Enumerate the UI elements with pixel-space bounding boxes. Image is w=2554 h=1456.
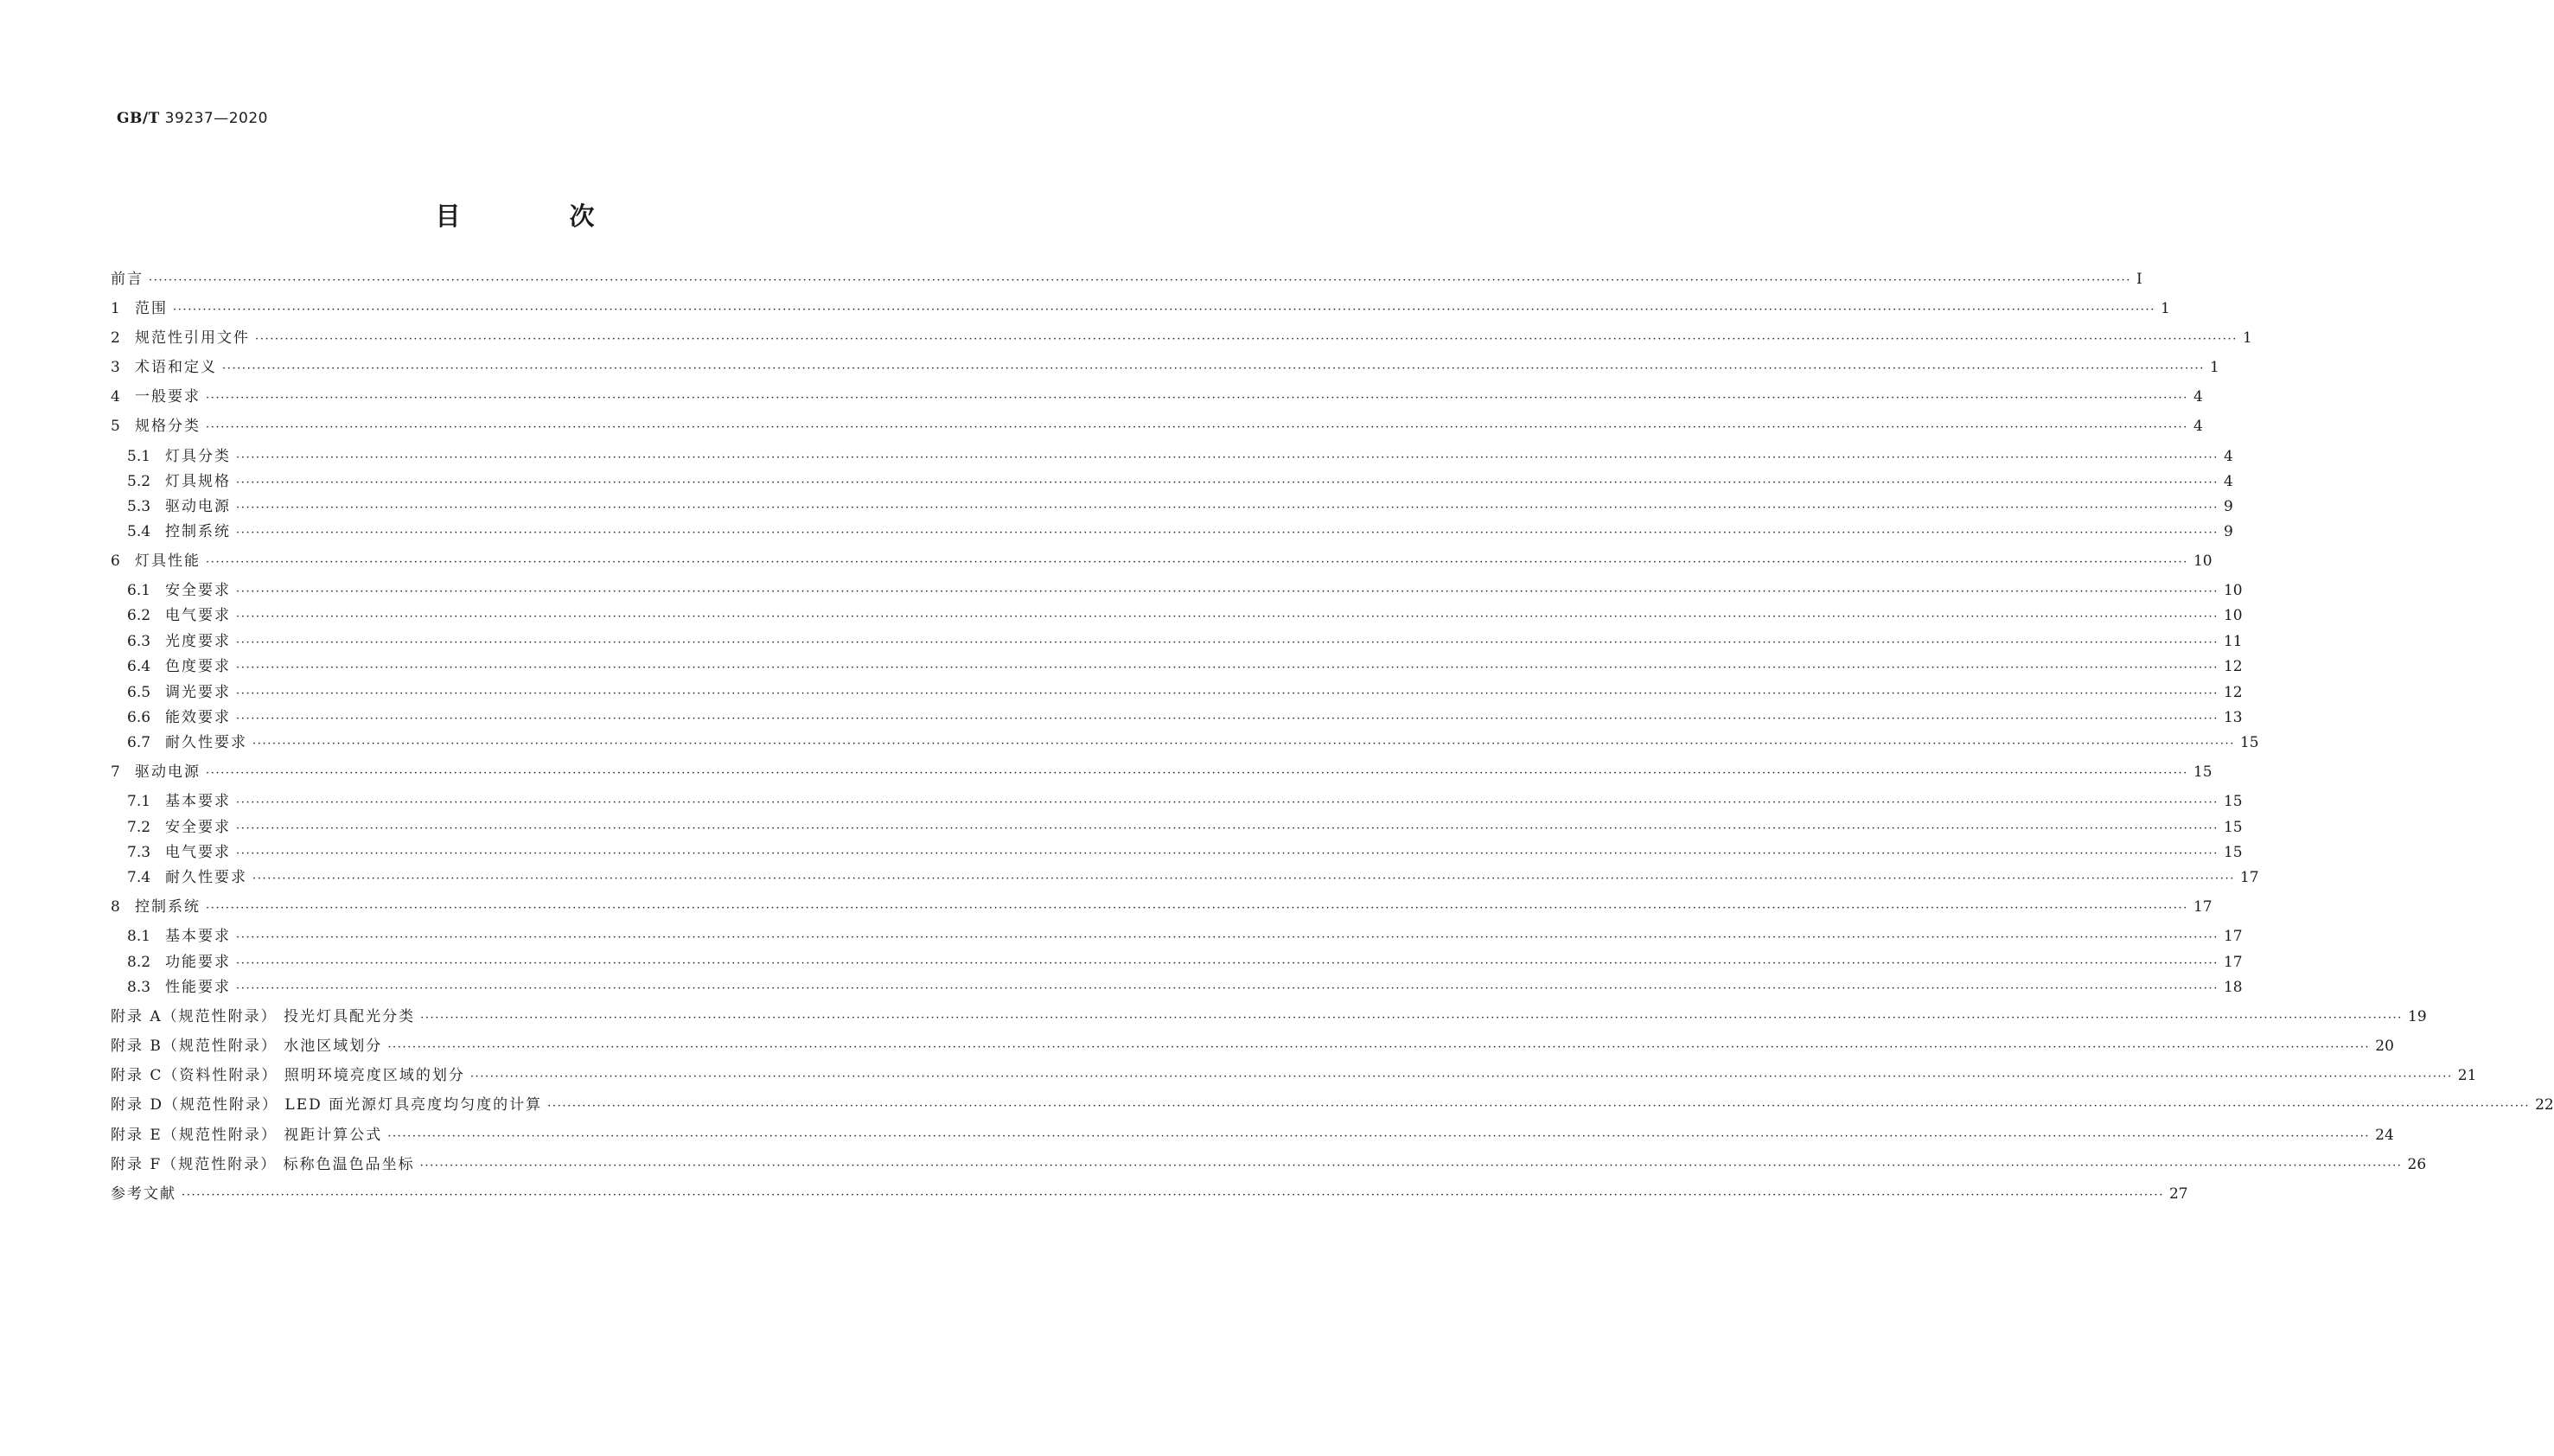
toc-dot-leader: ················································································································································································································································································································································································································ xyxy=(236,527,2219,540)
toc-entry-heading xyxy=(0,1092,542,1114)
toc-entry-heading xyxy=(0,384,201,406)
toc-entry-label: 调光要求 xyxy=(165,684,231,701)
toc-entry-heading xyxy=(0,759,201,781)
toc-entry[interactable] xyxy=(0,923,2243,945)
toc-dot-leader: ················································································································································································································································································································································································································ xyxy=(252,738,2235,750)
toc-entry-label: 基本要求 xyxy=(165,793,231,810)
toc-entry-page-number: 21 xyxy=(2457,1067,2477,1084)
toc-dot-leader: ················································································································································································································································································································································································································ xyxy=(236,687,2219,700)
toc-entry-heading xyxy=(0,354,217,376)
toc-entry-label: 电气要求 xyxy=(165,844,231,861)
toc-entry-number: 8.2 xyxy=(127,954,151,971)
toc-entry-label: 灯具性能 xyxy=(135,552,201,570)
toc-entry-number: 3 xyxy=(111,359,120,376)
toc-dot-leader: ················································································································································································································································································································································································································ xyxy=(236,931,2219,944)
toc-entry-page-number: 15 xyxy=(2223,793,2243,810)
toc-entry-label: 附录 B（规范性附录） 水池区域划分 xyxy=(111,1038,383,1055)
toc-entry-page-number: 18 xyxy=(2223,979,2243,996)
toc-entry-heading xyxy=(0,680,231,701)
toc-entry-heading xyxy=(0,840,231,861)
toc-entry[interactable] xyxy=(0,354,2219,376)
toc-entry-page-number: 15 xyxy=(2193,763,2212,781)
toc-entry-number: 1 xyxy=(111,300,120,317)
toc-entry[interactable] xyxy=(0,325,2252,347)
toc-entry-label: 电气要求 xyxy=(165,607,231,624)
toc-entry-label: 参考文献 xyxy=(111,1185,176,1203)
toc-entry[interactable] xyxy=(0,548,2212,570)
toc-entry-page-number: 22 xyxy=(2535,1096,2554,1114)
toc-dot-leader: ················································································································································································································································································································································································································ xyxy=(252,872,2235,885)
toc-entry[interactable] xyxy=(0,1004,2427,1025)
toc-entry-page-number: 20 xyxy=(2375,1038,2394,1055)
toc-entry-heading xyxy=(0,1181,176,1203)
toc-entry-number: 6.5 xyxy=(127,684,151,701)
toc-dot-leader: ················································································································································································································································································································································································································ xyxy=(236,847,2219,860)
toc-entry-heading xyxy=(0,296,168,317)
toc-entry[interactable] xyxy=(0,759,2212,781)
toc-entry-number: 7 xyxy=(111,763,120,781)
toc-entry-page-number: 24 xyxy=(2375,1127,2394,1144)
toc-entry-number: 5.3 xyxy=(127,498,151,515)
toc-entry-label: 术语和定义 xyxy=(135,359,217,376)
toc-entry-heading xyxy=(0,603,231,624)
toc-entry-page-number: 15 xyxy=(2239,734,2259,751)
toc-entry-number: 2 xyxy=(111,329,120,347)
toc-dot-leader: ················································································································································································································································································································································································································ xyxy=(182,1189,2164,1202)
toc-entry-label: 控制系统 xyxy=(135,898,201,916)
toc-entry-label: 控制系统 xyxy=(165,523,231,540)
toc-dot-leader: ················································································································································································································································································································································································································ xyxy=(236,636,2219,649)
toc-entry-heading xyxy=(0,1033,382,1055)
toc-dot-leader: ················································································································································································································································································································································································································ xyxy=(236,585,2219,598)
toc-dot-leader: ················································································································································································································································································································································································································ xyxy=(206,902,2188,915)
toc-entry-number: 7.3 xyxy=(127,844,151,861)
toc-dot-leader: ················································································································································································································································································································································································································ xyxy=(469,1070,2453,1083)
toc-entry[interactable] xyxy=(0,894,2212,916)
toc-entry-number: 8.3 xyxy=(127,979,151,996)
toc-entry-page-number: 17 xyxy=(2239,869,2259,886)
toc-entry-page-number: 27 xyxy=(2168,1185,2188,1203)
toc-entry-number: 5.4 xyxy=(127,523,151,540)
toc-entry-label: 基本要求 xyxy=(165,928,231,945)
toc-entry-page-number: 4 xyxy=(2193,388,2203,406)
toc-entry[interactable] xyxy=(0,494,2233,515)
toc-entry-page-number: 9 xyxy=(2223,523,2233,540)
toc-entry-label: 能效要求 xyxy=(165,709,231,726)
toc-entry-heading xyxy=(0,730,247,751)
toc-dot-leader: ················································································································································································································································································································································································································ xyxy=(420,1012,2404,1025)
toc-title: 目 次 xyxy=(435,201,645,231)
toc-entry-label: 附录 D（规范性附录） LED 面光源灯具亮度均匀度的计算 xyxy=(111,1096,543,1114)
toc-entry[interactable] xyxy=(0,629,2243,650)
toc-entry-number: 5.1 xyxy=(127,448,151,465)
toc-entry-number: 8 xyxy=(111,898,120,916)
toc-entry-page-number: 17 xyxy=(2193,898,2212,916)
toc-entry-heading xyxy=(0,266,144,288)
toc-entry-label: 附录 C（资料性附录） 照明环境亮度区域的划分 xyxy=(111,1067,465,1084)
toc-entry-page-number: 13 xyxy=(2223,709,2243,726)
toc-entry[interactable] xyxy=(0,296,2170,317)
toc-entry-heading xyxy=(0,519,231,540)
toc-dot-leader: ················································································································································································································································································································································································································ xyxy=(387,1130,2371,1143)
toc-entry-label: 附录 A（规范性附录） 投光灯具配光分类 xyxy=(111,1008,416,1025)
toc-entry-label: 附录 F（规范性附录） 标称色温色品坐标 xyxy=(111,1156,415,1173)
toc-entry-heading xyxy=(0,1152,415,1173)
toc-entry-page-number: 11 xyxy=(2223,633,2243,650)
toc-entry[interactable] xyxy=(0,705,2243,726)
toc-entry-page-number: Ⅰ xyxy=(2136,271,2142,288)
toc-entry-page-number: 4 xyxy=(2223,473,2233,490)
toc-entry-heading xyxy=(0,548,201,570)
toc-entry-page-number: 19 xyxy=(2408,1008,2427,1025)
toc-entry-heading xyxy=(0,894,201,916)
toc-dot-leader: ················································································································································································································································································································································································································ xyxy=(236,822,2219,835)
toc-entry-heading xyxy=(0,705,231,726)
toc-entry-page-number: 17 xyxy=(2223,954,2243,971)
toc-entry[interactable] xyxy=(0,603,2243,624)
toc-entry[interactable] xyxy=(0,949,2243,971)
toc-entry-page-number: 12 xyxy=(2223,658,2243,675)
toc-entry-heading xyxy=(0,814,231,836)
toc-entry[interactable] xyxy=(0,730,2259,751)
toc-entry-number: 8.1 xyxy=(127,928,151,945)
toc-entry-page-number: 10 xyxy=(2223,582,2243,599)
toc-entry-label: 安全要求 xyxy=(165,819,231,836)
toc-dot-leader: ················································································································································································································································································································································································································ xyxy=(236,661,2219,674)
toc-entry-number: 6.1 xyxy=(127,582,151,599)
toc-dot-leader: ················································································································································································································································································································································································································ xyxy=(419,1159,2403,1172)
toc-entry[interactable] xyxy=(0,1092,2554,1114)
toc-entry[interactable] xyxy=(0,1152,2427,1173)
toc-entry[interactable] xyxy=(0,578,2243,599)
toc-entry-page-number: 26 xyxy=(2407,1156,2427,1173)
toc-entry-label: 光度要求 xyxy=(165,633,231,650)
toc-entry-number: 5 xyxy=(111,418,120,435)
toc-entry-label: 范围 xyxy=(135,300,168,317)
toc-entry-label: 规格分类 xyxy=(135,418,201,435)
toc-entry-label: 灯具分类 xyxy=(165,448,231,465)
toc-entry-number: 7.4 xyxy=(127,869,151,886)
toc-entry[interactable] xyxy=(0,1122,2394,1144)
toc-entry-number: 5.2 xyxy=(127,473,151,490)
toc-entry[interactable] xyxy=(0,974,2243,996)
toc-entry-number: 6.4 xyxy=(127,658,151,675)
toc-entry-heading xyxy=(0,865,247,886)
toc-dot-leader: ················································································································································································································································································································································································································ xyxy=(206,556,2188,569)
toc-entry-page-number: 4 xyxy=(2193,418,2203,435)
toc-entry-label: 灯具规格 xyxy=(165,473,231,490)
toc-entry[interactable] xyxy=(0,680,2243,701)
toc-dot-leader: ················································································································································································································································································································································································································ xyxy=(255,333,2238,346)
toc-entry-heading xyxy=(0,325,250,347)
toc-entry-heading xyxy=(0,949,231,971)
standard-code-number: 39237—2020 xyxy=(159,110,268,127)
toc-entry[interactable] xyxy=(0,413,2203,435)
toc-dot-leader: ················································································································································································································································································································································································································ xyxy=(236,957,2219,970)
toc-entry-label: 规范性引用文件 xyxy=(135,329,250,347)
toc-entry-heading xyxy=(0,629,231,650)
toc-entry-number: 7.2 xyxy=(127,819,151,836)
toc-entry-heading xyxy=(0,413,201,435)
toc-entry-page-number: 9 xyxy=(2223,498,2233,515)
toc-entry-label: 功能要求 xyxy=(165,954,231,971)
toc-dot-leader: ················································································································································································································································································································································································································ xyxy=(236,501,2219,514)
toc-entry-number: 6.2 xyxy=(127,607,151,624)
standard-code-prefix: GB/T xyxy=(117,110,160,127)
toc-entry-number: 6.7 xyxy=(127,734,151,751)
toc-entry-page-number: 10 xyxy=(2223,607,2243,624)
toc-dot-leader: ················································································································································································································································································································································································································ xyxy=(236,982,2219,995)
toc-entry-heading xyxy=(0,974,231,996)
toc-entry[interactable] xyxy=(0,814,2243,836)
toc-entry-heading xyxy=(0,1063,465,1084)
toc-entry-label: 耐久性要求 xyxy=(165,734,247,751)
toc-entry-label: 附录 E（规范性附录） 视距计算公式 xyxy=(111,1127,383,1144)
toc-entry-number: 4 xyxy=(111,388,120,406)
toc-entry-page-number: 15 xyxy=(2223,819,2243,836)
toc-entry-heading xyxy=(0,1122,382,1144)
toc-entry[interactable] xyxy=(0,469,2233,490)
toc-entry-number: 6.3 xyxy=(127,633,151,650)
toc-dot-leader: ················································································································································································································································································································································································································ xyxy=(547,1100,2531,1113)
toc-entry[interactable] xyxy=(0,865,2259,886)
toc-entry-number: 6.6 xyxy=(127,709,151,726)
toc-dot-leader: ················································································································································································································································································································································································································ xyxy=(206,392,2188,405)
toc-dot-leader: ················································································································································································································································································································································································································ xyxy=(173,303,2155,316)
toc-entry[interactable] xyxy=(0,444,2233,465)
toc-dot-leader: ················································································································································································································································································································································································································ xyxy=(236,476,2219,489)
toc-entry-number: 7.1 xyxy=(127,793,151,810)
toc-entry[interactable] xyxy=(0,519,2233,540)
toc-entry[interactable] xyxy=(0,840,2243,861)
toc-dot-leader: ················································································································································································································································································································································································································ xyxy=(206,421,2188,434)
toc-entry-label: 性能要求 xyxy=(165,979,231,996)
toc-entry-page-number: 1 xyxy=(2242,329,2252,347)
toc-dot-leader: ················································································································································································································································································································································································································ xyxy=(222,362,2205,375)
toc-entry-page-number: 12 xyxy=(2223,684,2243,701)
toc-entry-label: 驱动电源 xyxy=(135,763,201,781)
toc-entry-number: 6 xyxy=(111,552,120,570)
toc-entry-page-number: 15 xyxy=(2223,844,2243,861)
toc-dot-leader: ················································································································································································································································································································································································································ xyxy=(206,767,2188,780)
toc-entry-page-number: 10 xyxy=(2193,552,2212,570)
toc-dot-leader: ················································································································································································································································································································································································································ xyxy=(236,610,2219,623)
toc-entry-label: 前言 xyxy=(111,271,144,288)
toc-dot-leader: ················································································································································································································································································································································································································ xyxy=(149,274,2131,287)
toc-dot-leader: ················································································································································································································································································································································································································ xyxy=(236,712,2219,725)
toc-entry-page-number: 1 xyxy=(2160,300,2170,317)
toc-dot-leader: ················································································································································································································································································································································································································ xyxy=(236,796,2219,809)
toc-entry-heading xyxy=(0,578,231,599)
toc-entry-label: 耐久性要求 xyxy=(165,869,247,886)
toc-entry-heading xyxy=(0,789,231,810)
toc-entry-heading xyxy=(0,444,231,465)
toc-entry[interactable] xyxy=(0,266,2142,288)
toc-dot-leader: ················································································································································································································································································································································································································ xyxy=(387,1041,2371,1054)
toc-entry-heading xyxy=(0,494,231,515)
toc-entry[interactable] xyxy=(0,654,2243,675)
toc-entry-label: 安全要求 xyxy=(165,582,231,599)
toc-entry[interactable] xyxy=(0,1033,2394,1055)
toc-entry[interactable] xyxy=(0,384,2203,406)
toc-entry-label: 色度要求 xyxy=(165,658,231,675)
toc-dot-leader: ················································································································································································································································································································································································································ xyxy=(236,451,2219,464)
toc-entry[interactable] xyxy=(0,1063,2477,1084)
toc-entry-heading xyxy=(0,1004,415,1025)
toc-entry-heading xyxy=(0,654,231,675)
toc-entry-heading xyxy=(0,923,231,945)
toc-entry-page-number: 1 xyxy=(2209,359,2219,376)
toc-entry-label: 驱动电源 xyxy=(165,498,231,515)
toc-entry-page-number: 17 xyxy=(2223,928,2243,945)
toc-entry[interactable] xyxy=(0,1181,2188,1203)
toc-entry-heading xyxy=(0,469,231,490)
toc-entry[interactable] xyxy=(0,789,2243,810)
toc-entry-page-number: 4 xyxy=(2223,448,2233,465)
toc-entry-label: 一般要求 xyxy=(135,388,201,406)
